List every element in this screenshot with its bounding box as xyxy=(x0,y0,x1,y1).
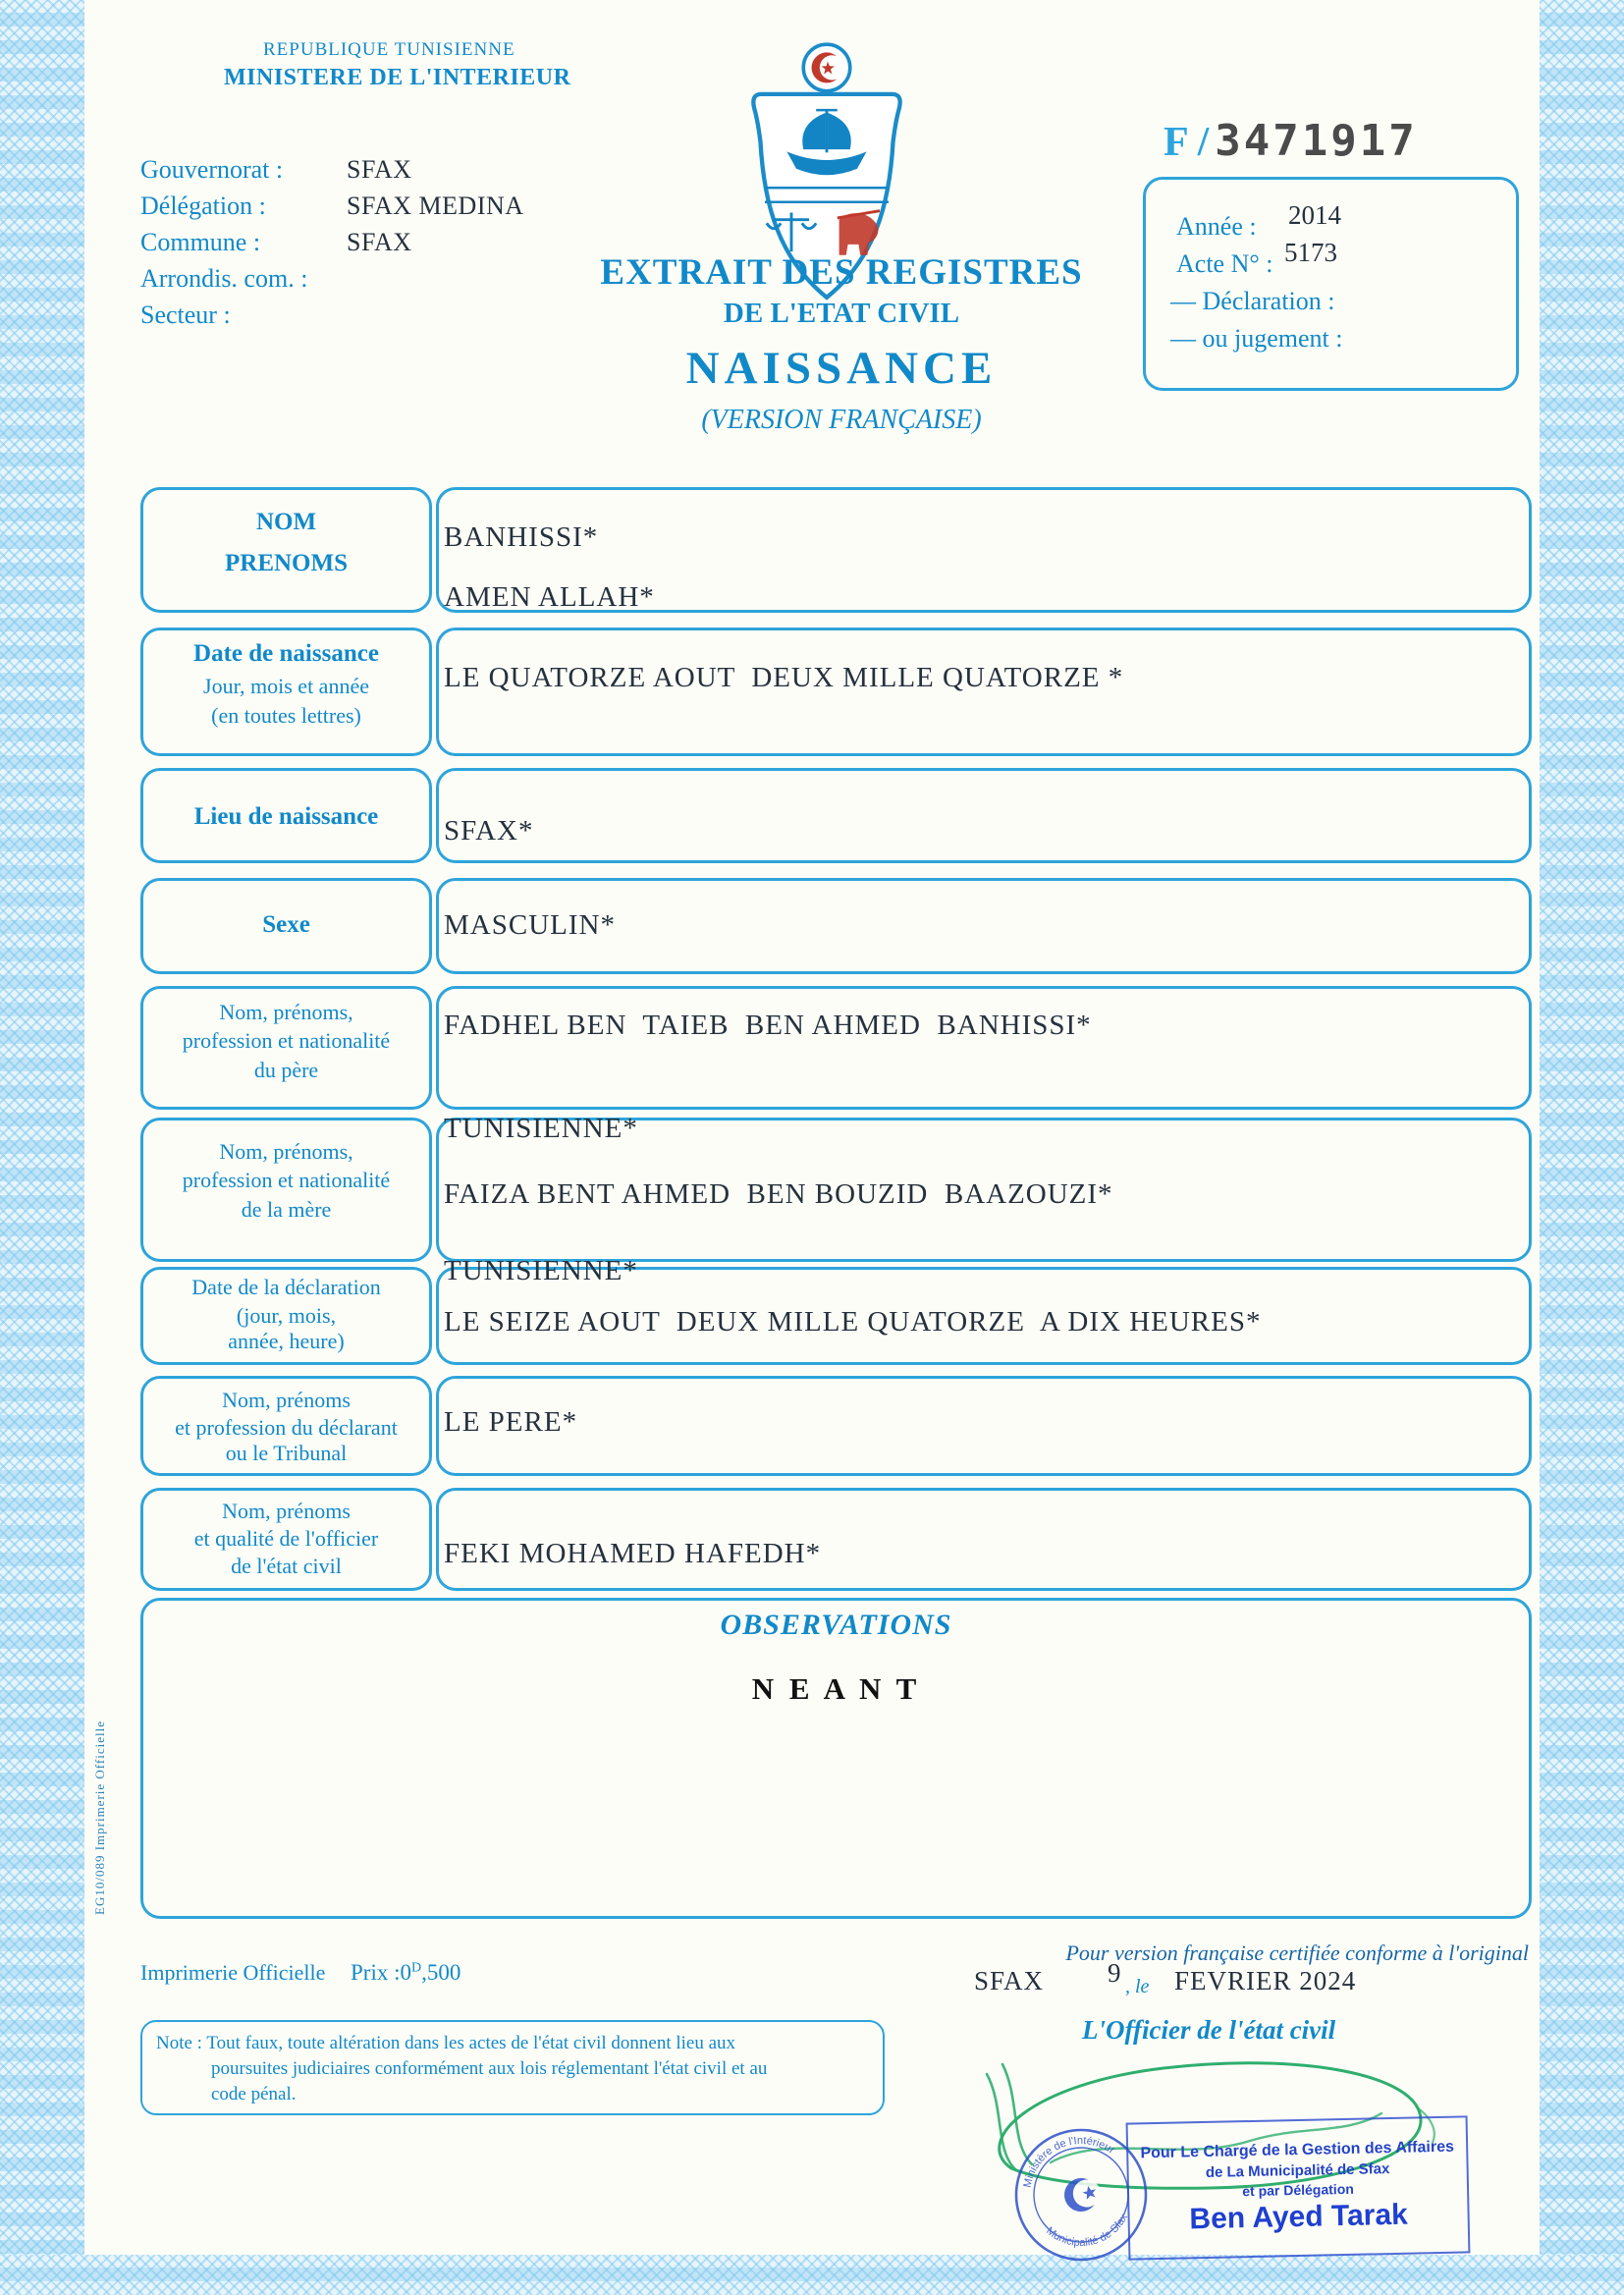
field-value: SFAX* xyxy=(444,815,534,847)
title-version: (VERSION FRANÇAISE) xyxy=(701,405,982,435)
delegation-label: Délégation : xyxy=(140,191,266,220)
certified-copy-line: Pour version française certifiée conforme à l'original xyxy=(1065,1940,1529,1965)
acte-value: 5173 xyxy=(1284,238,1337,267)
gouvernorat-label: Gouvernorat : xyxy=(140,155,284,184)
declaration-label: — Déclaration : xyxy=(1170,287,1335,315)
printer-code-vertical: EG10/089 Imprimerie Officielle xyxy=(92,1721,107,1915)
secteur-label: Secteur : xyxy=(140,301,231,329)
field-value: LE SEIZE AOUT DEUX MILLE QUATORZE A DIX HEURES* xyxy=(444,1306,1262,1338)
guilloche-border-right xyxy=(1540,0,1624,2295)
commune-label: Commune : xyxy=(140,228,261,256)
stamp-line: et par Délégation xyxy=(1242,2180,1354,2200)
field-label: de la mère xyxy=(241,1197,332,1222)
note-line: code pénal. xyxy=(211,2084,297,2105)
field-value: FEKI MOHAMED HAFEDH* xyxy=(444,1538,822,1569)
delegation-value: SFAX MEDINA xyxy=(347,191,524,220)
field-label: et qualité de l'officier xyxy=(193,1526,379,1551)
officer-signature-title: L'Officier de l'état civil xyxy=(1082,2015,1336,2045)
ministry-line: MINISTERE DE L'INTERIEUR xyxy=(224,65,571,90)
field-value: MASCULIN* xyxy=(444,909,616,941)
field-pere-value-box xyxy=(436,986,1532,1110)
field-declarant-value-box xyxy=(436,1376,1532,1476)
gouvernorat-value: SFAX xyxy=(347,155,412,184)
field-value: BANHISSI* xyxy=(444,521,599,553)
note-line: poursuites judiciaires conformément aux lois réglementant l'état civil et au xyxy=(211,2058,768,2080)
field-label: de l'état civil xyxy=(231,1554,342,1578)
date-value: FEVRIER 2024 xyxy=(1174,1966,1357,1995)
stamp-officer-name: Ben Ayed Tarak xyxy=(1189,2198,1409,2236)
field-value: AMEN ALLAH* xyxy=(444,581,655,613)
title-naissance: NAISSANCE xyxy=(685,343,998,394)
field-label: NOM xyxy=(255,509,317,535)
field-label: Jour, mois et année xyxy=(203,674,369,698)
republic-line: REPUBLIQUE TUNISIENNE xyxy=(263,39,515,60)
field-label: (jour, mois, xyxy=(236,1303,337,1328)
stamp-line: Pour Le Chargé de la Gestion des Affaires xyxy=(1140,2138,1455,2162)
field-value: FAIZA BENT AHMED BEN BOUZID BAAZOUZI* xyxy=(444,1178,1113,1210)
svg-text:Ministère de l'Intérieur: Ministère de l'Intérieur xyxy=(1021,2134,1117,2189)
field-label: profession et nationalité xyxy=(182,1028,391,1053)
field-label: Nom, prénoms, xyxy=(219,1139,353,1164)
legal-note-box xyxy=(140,2020,885,2115)
field-value: LE QUATORZE AOUT DEUX MILLE QUATORZE * xyxy=(444,662,1124,693)
title-etat-civil: DE L'ETAT CIVIL xyxy=(723,298,960,329)
field-label: Lieu de naissance xyxy=(193,803,379,830)
field-label: année, heure) xyxy=(228,1329,345,1353)
le-label: , le xyxy=(1125,1976,1150,1997)
field-label: Nom, prénoms, xyxy=(219,1000,353,1024)
field-label: Sexe xyxy=(262,911,310,938)
title-extrait: EXTRAIT DES REGISTRES xyxy=(600,252,1083,293)
field-label: Nom, prénoms xyxy=(222,1388,351,1412)
annee-label: Année : xyxy=(1176,212,1257,241)
observations-title: OBSERVATIONS xyxy=(720,1609,952,1641)
place-value: SFAX xyxy=(974,1966,1045,1995)
field-label: et profession du déclarant xyxy=(175,1415,398,1440)
arrondissement-label: Arrondis. com. : xyxy=(140,264,308,293)
annee-value: 2014 xyxy=(1288,200,1341,230)
observations-value: N E A N T xyxy=(751,1671,921,1706)
field-value: FADHEL BEN TAIEB BEN AHMED BANHISSI* xyxy=(444,1010,1092,1041)
field-label: Date de la déclaration xyxy=(191,1275,381,1299)
field-label: du père xyxy=(253,1058,319,1082)
imprimerie-line: Imprimerie Officielle xyxy=(140,1960,326,1985)
field-value: TUNISIENNE* xyxy=(444,1113,638,1144)
acte-label: Acte N° : xyxy=(1176,249,1273,278)
field-value: TUNISIENNE* xyxy=(444,1255,638,1286)
field-label: PRENOMS xyxy=(225,550,348,576)
stamp-line: de La Municipalité de Sfax xyxy=(1205,2160,1390,2181)
field-label: (en toutes lettres) xyxy=(211,703,361,728)
field-label: profession et nationalité xyxy=(182,1168,391,1192)
observations-box xyxy=(140,1598,1532,1919)
field-label: Date de naissance xyxy=(193,640,379,667)
guilloche-border-left xyxy=(0,0,84,2295)
field-value: LE PERE* xyxy=(444,1406,578,1438)
commune-value: SFAX xyxy=(347,228,412,256)
svg-text:Municipalité de Sfax: Municipalité de Sfax xyxy=(1044,2212,1130,2250)
crescent-star-icon xyxy=(1060,2174,1104,2215)
field-label: ou le Tribunal xyxy=(225,1441,348,1465)
field-label: Nom, prénoms xyxy=(222,1499,351,1523)
serial-number: F / 3471917 xyxy=(1164,116,1418,166)
delegation-stamp xyxy=(1126,2115,1471,2260)
day-value: 9 xyxy=(1108,1958,1121,1988)
field-lieu-value-box xyxy=(436,768,1532,863)
prix-line: Prix $:0^D,500$ xyxy=(351,1960,461,1985)
guilloche-border-bottom xyxy=(0,2255,1624,2295)
note-line: Note : Tout faux, toute altération dans les actes de l'état civil donnent lieu aux xyxy=(156,2033,736,2053)
jugement-label: — ou jugement : xyxy=(1170,324,1343,353)
